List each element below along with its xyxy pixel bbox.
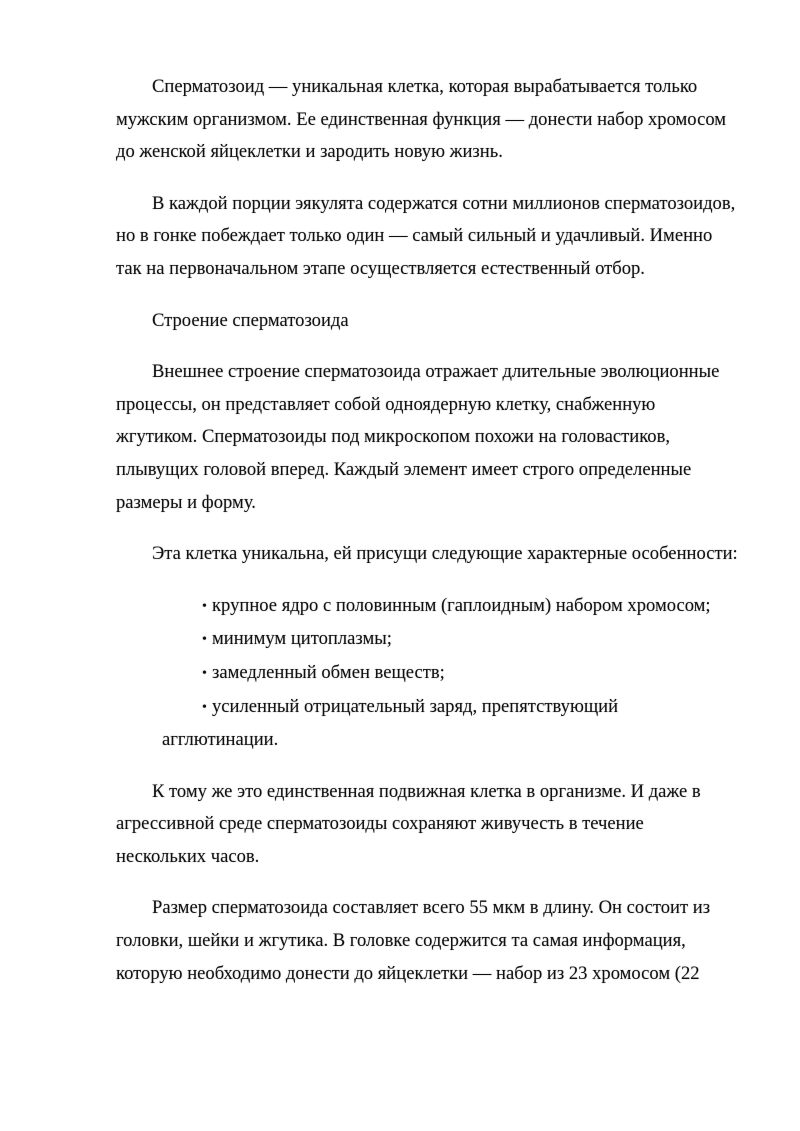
paragraph-after-1: К тому же это единственная подвижная клетка в организме. И даже в агрессивной среде сперматозоиды сохраняют живучесть в течение нескольких часов. — [116, 780, 701, 867]
list-item — [116, 657, 738, 691]
bullet-icon: • — [202, 632, 207, 648]
bullet-icon: • — [202, 598, 207, 614]
list-item-text: минимум цитоплазмы; — [212, 628, 392, 650]
list-item-text: усиленный отрицательный заряд, препятствующий агглютинации. — [162, 695, 619, 751]
section-heading: Строение сперматозоида — [152, 309, 349, 331]
list-item-text: крупное ядро с половинным (гаплоидным) набором хромосом; — [212, 594, 711, 616]
paragraph-structure-1: Внешнее строение сперматозоида отражает длительные эволюционные процессы, он представляет собой одноядерную клетку, снабженную жгутиком. Сперматозоиды под микроскопом похожи на головастиков, плывущих головой вперед. Каждый элемент имеет строго определенные размеры и форму. — [116, 361, 720, 513]
list-item — [116, 691, 738, 757]
paragraph-structure-2: Эта клетка уникальна, ей присущи следующие характерные особенности: — [152, 543, 738, 565]
bullet-icon: • — [202, 665, 207, 681]
list-item — [116, 590, 738, 624]
bullet-icon: • — [202, 699, 207, 715]
document-body — [116, 71, 738, 1009]
list-item — [116, 623, 738, 657]
list-item-text: замедленный обмен веществ; — [212, 661, 445, 683]
paragraph-intro-2: В каждой порции эякулята содержатся сотни миллионов сперматозоидов, но в гонке побеждает только один — самый сильный и удачливый. Именно так на первоначальном этапе осуществляется естественный отбор. — [116, 192, 736, 279]
paragraph-after-2: Размер сперматозоида составляет всего 55 мкм в длину. Он состоит из головки, шейки и жгутика. В головке содержится та самая информация, которую необходимо донести до яйцеклетки — набор из 23 хромосом (22 — [116, 897, 711, 984]
paragraph-intro-1: Сперматозоид — уникальная клетка, которая вырабатывается только мужским организмом. Ее единственная функция — донести набор хромосом до женской яйцеклетки и зародить новую жизнь. — [116, 76, 727, 163]
features-list — [116, 590, 738, 757]
